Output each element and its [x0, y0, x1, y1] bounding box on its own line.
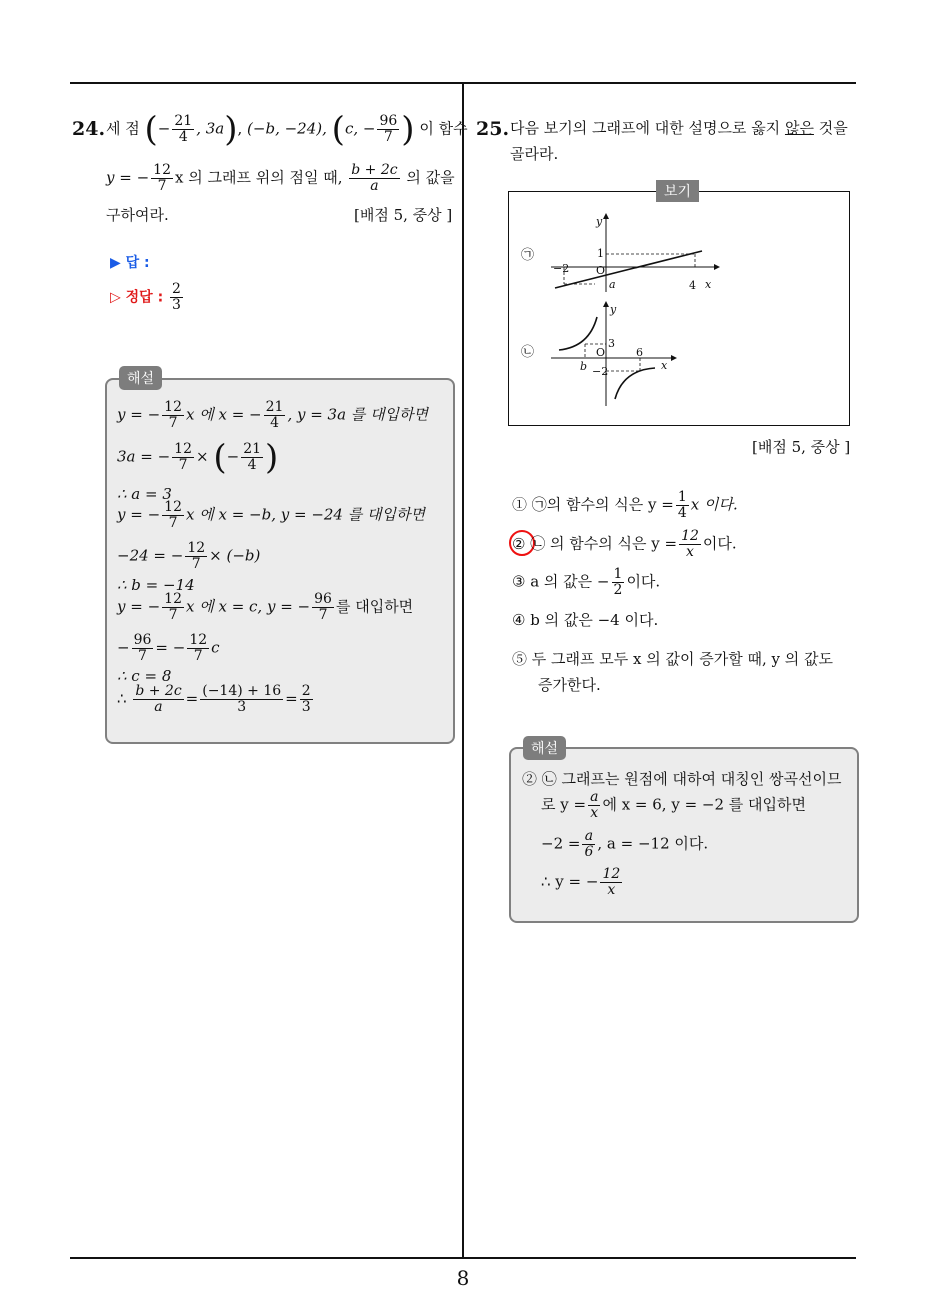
paren-close: ) [224, 109, 238, 150]
option-5-line2: 증가한다. [538, 676, 601, 694]
option-5-line1: ⑤ 두 그래프 모두 x 의 값이 증가할 때, y 의 값도 [512, 650, 833, 668]
graph1-line [555, 251, 702, 288]
svg-text:O: O [596, 264, 606, 277]
sol24-line1: y = − $\frac{12}{7}$ x 에 x = − $\frac{21}{4}$ , y = 3a 를 대입하면 [117, 399, 429, 431]
sol25-line1: ② ㉡ 그래프는 원점에 대하여 대칭인 쌍곡선이므 [522, 770, 842, 788]
sol24-line4: y = − $\frac{12}{7}$ x 에 x = −b, y = −24 를 대입하면 [117, 499, 425, 531]
svg-text:a: a [609, 278, 616, 291]
sol24-line6: ∴ b = −14 [117, 576, 195, 594]
graphs-figure [509, 192, 849, 425]
q24-p1-rest: , 3a [196, 119, 225, 138]
svg-text:x: x [661, 359, 668, 372]
paren-close: ) [401, 109, 415, 150]
question-25-number: 25. [476, 118, 510, 140]
q24-p3-a: c, − [344, 119, 376, 138]
bogi-tag: 보기 [656, 180, 699, 202]
svg-text:O: O [596, 346, 606, 359]
question-24-score: [배점 5, 중상 ] [354, 206, 453, 224]
question-24-line2 [106, 163, 455, 194]
question-24-line3: 구하여라. [106, 206, 169, 224]
svg-text:3: 3 [608, 337, 615, 350]
sol25-line2: 로 y = $\frac{a}{x}$ 에 x = 6, y = −2 를 대입하면 [541, 789, 807, 821]
bogi-box [508, 191, 850, 426]
graph1-label: ㉠ [521, 248, 535, 263]
answer-label: ▶ 답 : [110, 255, 150, 271]
svg-text:b: b [580, 360, 588, 373]
q24-suffix: 이 함수 [419, 119, 468, 138]
svg-text:y: y [596, 215, 603, 228]
option-4: ④ b 의 값은 −4 이다. [512, 611, 659, 629]
question-25-line2: 골라라. [510, 145, 559, 163]
question-24-number: 24. [72, 118, 106, 140]
q24-eq-frac: $\frac{12}{7}$ [153, 162, 171, 194]
sol24-line9: ∴ c = 8 [117, 667, 172, 685]
page-number: 8 [456, 1266, 470, 1290]
svg-text:−2: −2 [553, 262, 570, 275]
sol24-line7: y = − $\frac{12}{7}$ x 에 x = c, y = − $\frac{96}{7}$ 를 대입하면 [117, 591, 414, 623]
q24-frac2: $\frac{96}{7}$ [379, 113, 398, 145]
q24-sign: − [157, 119, 171, 138]
q24-eq-a: y = − [106, 168, 150, 187]
sol24-line5: −24 = − $\frac{12}{7}$ × (−b) [117, 540, 261, 572]
graph2-label: ㉡ [521, 345, 535, 360]
paren-open: ( [331, 109, 345, 150]
q24-point2: (−b, −24), [247, 119, 327, 138]
question-25-score: [배점 5, 중상 ] [752, 438, 851, 456]
option-2: ② ㉡ 의 함수의 식은 y = $\frac{12}{x}$ 이다. [512, 528, 737, 560]
svg-text:y: y [610, 303, 617, 316]
q24-eq-b: x 의 그래프 위의 점일 때, [174, 168, 343, 187]
option-2-number: ② [512, 534, 526, 553]
svg-text:6: 6 [636, 346, 643, 359]
svg-text:x: x [705, 278, 712, 291]
svg-text:−2: −2 [592, 365, 609, 378]
sol24-line2: 3a = − $\frac{12}{7}$ × (− $\frac{21}{4}$ ) [117, 437, 279, 478]
svg-text:4: 4 [689, 279, 696, 292]
sol25-line3: −2 = $\frac{a}{6}$ , a = −12 이다. [541, 828, 709, 860]
correct-label-text: ▷ 정답 : [110, 289, 164, 306]
question-25-line1: 다음 보기의 그래프에 대한 설명으로 옳지 않은 것을 [510, 119, 848, 137]
graph2-curve-right [615, 368, 655, 399]
solution-25-tag: 해설 [523, 736, 566, 760]
q24-prefix: 세 점 [106, 119, 140, 138]
underlined-word: 않은 [784, 119, 814, 137]
svg-text:1: 1 [597, 247, 604, 260]
q24-frac1: $\frac{21}{4}$ [174, 113, 193, 145]
paren-open: ( [144, 109, 158, 150]
column-divider [462, 84, 464, 1258]
question-24-line1: 세 점 (− $\frac{21}{4}$ , 3a), (−b, −24), (c, − $\frac{96}{7}$ ) 이 함수 [106, 109, 468, 150]
option-1: ① ㉠의 함수의 식은 y = $\frac{1}{4}$ x 이다. [512, 489, 738, 521]
solution-24-tag: 해설 [119, 366, 162, 390]
q24-eq-c: 의 값을 [406, 168, 455, 187]
sol24-line8: − $\frac{96}{7}$ = − $\frac{12}{7}$ c [117, 632, 220, 664]
correct-answer-frac: $\frac{2}{3}$ [172, 281, 181, 313]
sol25-line4: ∴ y = − $\frac{12}{x}$ [541, 866, 621, 898]
graph2-curve-left [559, 317, 597, 350]
q24-expr-frac: $\frac{b + 2c}{a}$ [351, 162, 398, 194]
correct-answer-label [110, 282, 185, 313]
option-3: ③ a 의 값은 − $\frac{1}{2}$ 이다. [512, 566, 661, 598]
sol24-line10: ∴ $\frac{b + 2c}{a}$ = $\frac{(-14) + 16}{3}$ = $\frac{2}{3}$ [117, 683, 311, 715]
sol24-line3: ∴ a = 3 [117, 485, 172, 503]
